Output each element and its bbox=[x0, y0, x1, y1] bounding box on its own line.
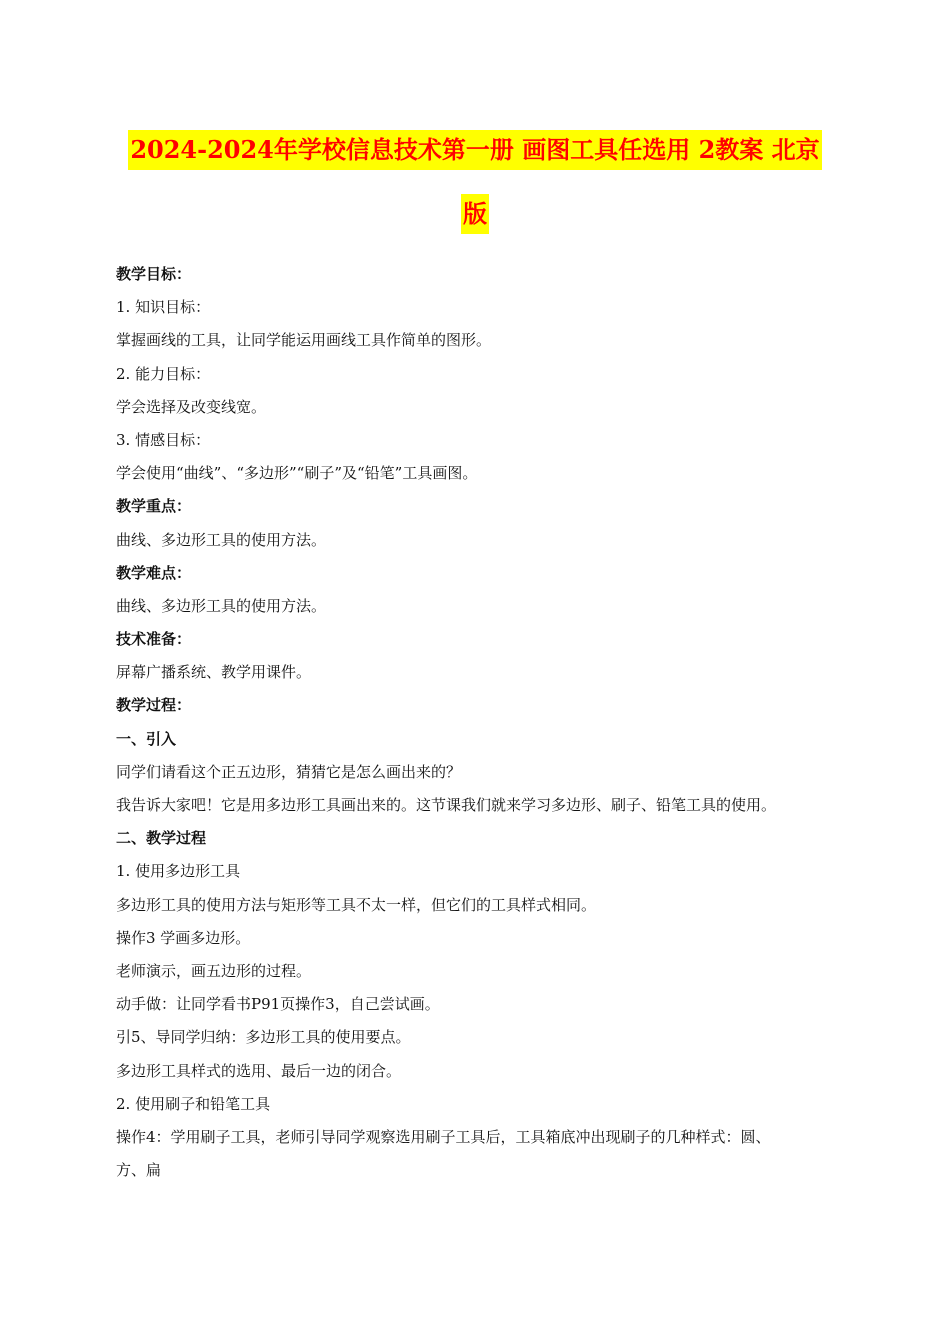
body-text-line: 2. 使用刷子和铅笔工具 bbox=[116, 1094, 271, 1113]
body-text-line: 操作3 学画多边形。 bbox=[116, 928, 251, 947]
body-text-line: 方、扁 bbox=[116, 1161, 162, 1180]
section-heading: 教学重点： bbox=[116, 497, 192, 516]
section-heading: 教学难点： bbox=[116, 563, 192, 582]
body-text-line: 3. 情感目标： bbox=[116, 430, 211, 449]
section-heading: 一、引入 bbox=[116, 729, 177, 748]
body-text-line: 屏幕广播系统、教学用课件。 bbox=[116, 663, 312, 682]
body-text-line: 老师演示，画五边形的过程。 bbox=[116, 961, 312, 980]
body-text-line: 动手做：让同学看书P91页操作3，自己尝试画。 bbox=[116, 995, 440, 1014]
title-line-2: 版 bbox=[461, 194, 489, 234]
document-body bbox=[116, 258, 856, 1187]
body-text-line: 多边形工具样式的选用、最后一边的闭合。 bbox=[116, 1061, 402, 1080]
body-text-line: 曲线、多边形工具的使用方法。 bbox=[116, 530, 327, 549]
document-title bbox=[40, 130, 910, 234]
body-text-line: 学会选择及改变线宽。 bbox=[116, 397, 267, 416]
body-text-line: 1. 知识目标： bbox=[116, 298, 211, 317]
body-text-line: 学会使用“曲线”、“多边形”“刷子”及“铅笔”工具画图。 bbox=[116, 464, 478, 483]
body-text-line: 掌握画线的工具，让同学能运用画线工具作简单的图形。 bbox=[116, 331, 492, 350]
body-text-line: 2. 能力目标： bbox=[116, 364, 211, 383]
body-text-line: 1. 使用多边形工具 bbox=[116, 862, 241, 881]
body-text-line: 我告诉大家吧！它是用多边形工具画出来的。这节课我们就来学习多边形、刷子、铅笔工具的使用。 bbox=[116, 796, 777, 814]
title-line-1: 2024-2024年学校信息技术第一册 画图工具任选用 2教案 北京 bbox=[128, 130, 821, 170]
section-heading: 教学目标： bbox=[116, 265, 192, 283]
section-heading: 教学过程： bbox=[116, 696, 192, 715]
body-text-line: 操作4：学用刷子工具，老师引导同学观察选用刷子工具后，工具箱底冲出现刷子的几种样式：圆、 bbox=[116, 1127, 771, 1146]
body-text-line: 多边形工具的使用方法与矩形等工具不太一样，但它们的工具样式相同。 bbox=[116, 895, 597, 914]
body-text-line: 曲线、多边形工具的使用方法。 bbox=[116, 596, 327, 615]
body-text-line: 同学们请看这个正五边形，猜猜它是怎么画出来的？ bbox=[116, 762, 462, 781]
body-text-line: 引5、导同学归纳：多边形工具的使用要点。 bbox=[116, 1028, 411, 1047]
section-heading: 二、教学过程 bbox=[116, 829, 207, 848]
section-heading: 技术准备： bbox=[116, 630, 192, 649]
